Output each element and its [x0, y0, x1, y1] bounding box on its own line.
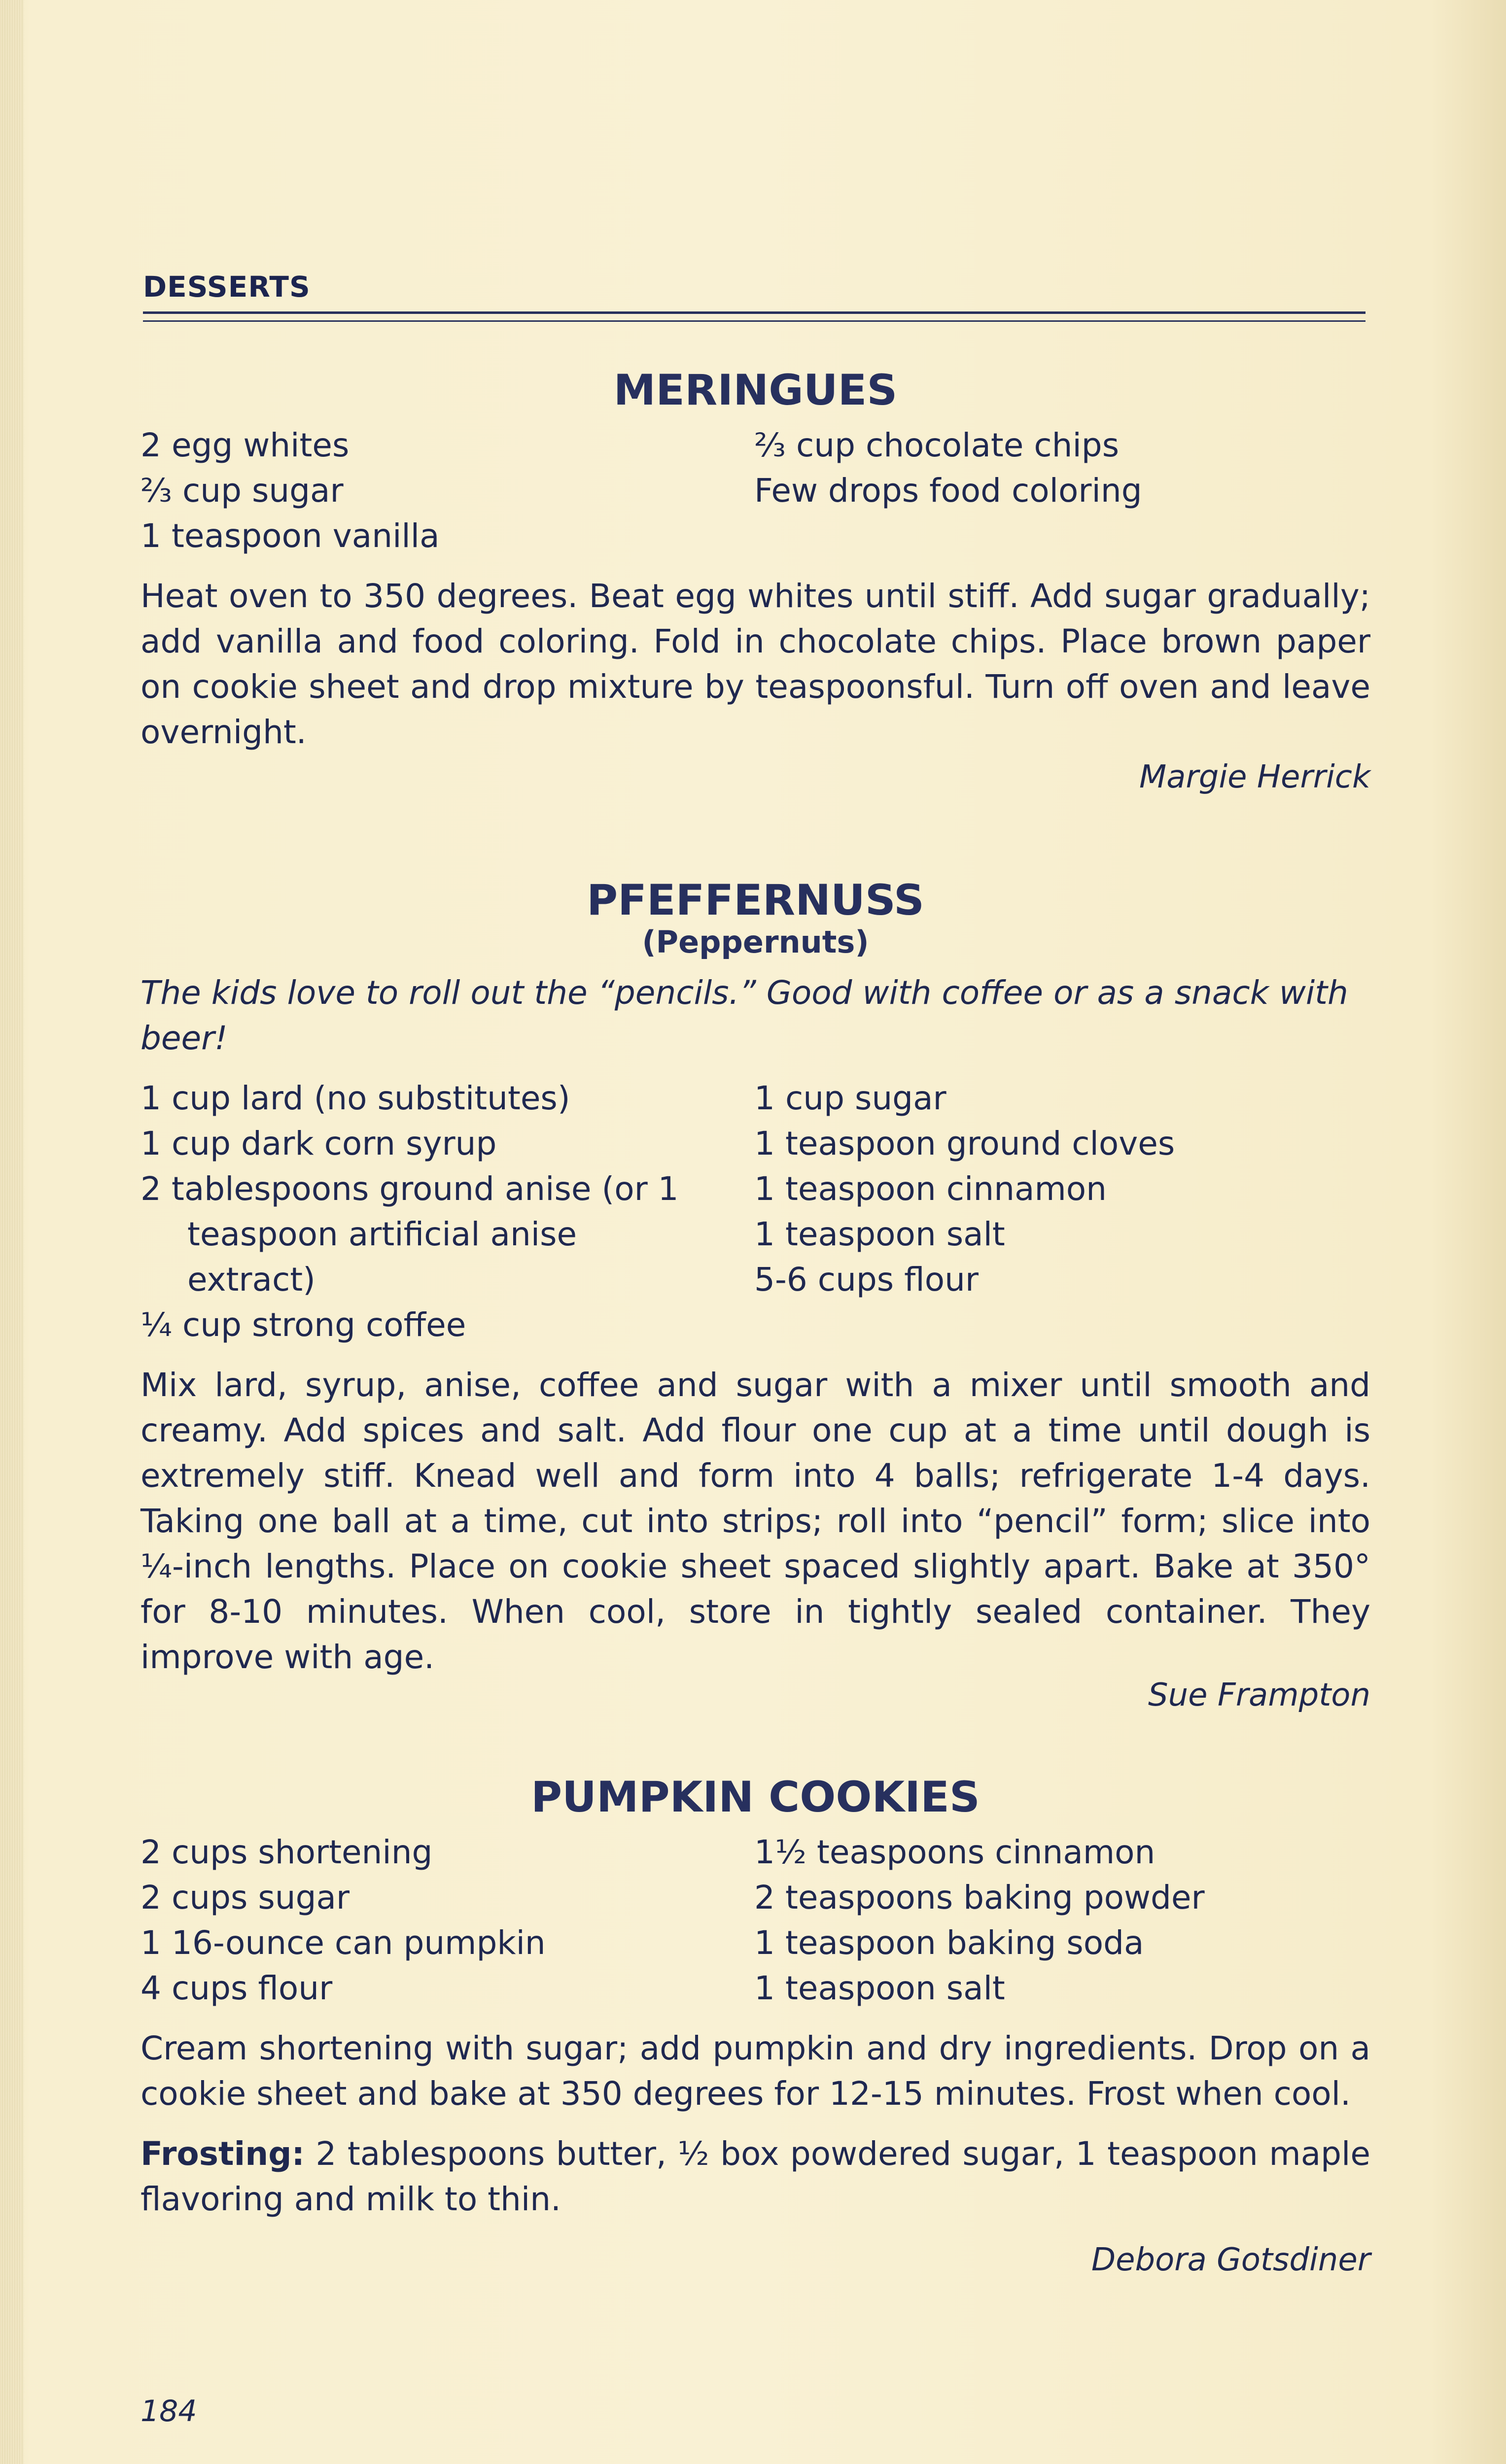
recipe-directions: Cream shortening with sugar; add pumpkin and dry ingredients. Drop on a cookie sheet and bake at 350 degrees for 12-15 minutes. Frost when cool. [140, 2029, 1370, 2113]
ingredient-list [140, 1830, 1370, 2011]
ingredient: 2 tablespoons ground anise (or 1 [140, 1169, 679, 1208]
recipe-author: Margie Herrick [1139, 758, 1370, 795]
recipe-subtitle: (Peppernuts) [642, 924, 869, 960]
recipe-author: Debora Gotsdiner [1091, 2241, 1370, 2278]
ingredient: 1 teaspoon salt [754, 1969, 1005, 2007]
ingredient-column-left [140, 1830, 754, 2011]
ingredient-column-left [140, 423, 754, 559]
ingredient: 1 teaspoon vanilla [140, 516, 440, 555]
ingredient-column-left [140, 1076, 754, 1348]
frosting-text: 2 tablespoons butter, ½ box powdered sugar, 1 teaspoon maple flavoring and milk to thin. [140, 2134, 1370, 2218]
header-rule-top [143, 311, 1366, 314]
recipe-directions: Mix lard, syrup, anise, coffee and sugar with a mixer until smooth and creamy. Add spices and salt. Add flour one cup at a time until dough is extremely stiff. Knead well and form into 4 balls; refrigerate 1-4 days. Taking one ball at a time, cut into strips; roll into “pencil” form; slice into ¼-inch lengths. Place on cookie sheet spaced slightly apart. Bake at 350° for 8-10 minutes. When cool, store in tightly sealed container. They improve with age. [140, 1366, 1370, 1676]
ingredient-column-right [754, 423, 1368, 559]
ingredient: 5-6 cups flour [754, 1260, 979, 1299]
ingredient-column-right [754, 1830, 1368, 2011]
recipe-meringues [140, 367, 1370, 795]
ingredient: 1 teaspoon ground cloves [754, 1124, 1175, 1163]
ingredient-continued: teaspoon artificial anise [187, 1215, 577, 1253]
frosting-paragraph [140, 2131, 1370, 2222]
page-binding-edge [0, 0, 24, 2464]
recipe-intro: The kids love to roll out the “pencils.” Good with coffee or as a snack with beer! [140, 973, 1348, 1057]
recipe-title: PFEFFERNUSS [587, 876, 924, 925]
ingredient-list [140, 423, 1370, 559]
recipe-title: PUMPKIN COOKIES [531, 1773, 980, 1822]
ingredient: 2 teaspoons baking powder [754, 1878, 1205, 1916]
ingredient: ⅔ cup chocolate chips [754, 426, 1120, 464]
ingredient-list [140, 1076, 1370, 1348]
frosting-label: Frosting: [140, 2134, 305, 2173]
header-rule-bottom [143, 320, 1366, 322]
ingredient: 1 cup sugar [754, 1079, 946, 1117]
ingredient-column-right [754, 1076, 1368, 1348]
ingredient: 1 teaspoon baking soda [754, 1923, 1144, 1962]
ingredient: ¼ cup strong coffee [140, 1305, 466, 1344]
section-heading: DESSERTS [143, 270, 311, 304]
ingredient: ⅔ cup sugar [140, 471, 344, 510]
page-number: 184 [140, 2394, 197, 2429]
ingredient-continued: extract) [187, 1260, 315, 1299]
ingredient: 1 16-ounce can pumpkin [140, 1923, 546, 1962]
ingredient: 1 teaspoon salt [754, 1215, 1005, 1253]
recipe-directions: Heat oven to 350 degrees. Beat egg whites until stiff. Add sugar gradually; add vanilla and food coloring. Fold in chocolate chips. Place brown paper on cookie sheet and drop mixture by teaspoonsful. Turn off oven and leave overnight. [140, 577, 1370, 751]
ingredient: 2 egg whites [140, 426, 350, 464]
recipe-title: MERINGUES [613, 366, 898, 415]
ingredient: 2 cups shortening [140, 1833, 433, 1871]
ingredient: 1 cup dark corn syrup [140, 1124, 497, 1163]
recipe-pfeffernuss [140, 877, 1370, 1713]
ingredient: 1½ teaspoons cinnamon [754, 1833, 1156, 1871]
recipe-pumpkin-cookies [140, 1774, 1370, 2278]
ingredient: 2 cups sugar [140, 1878, 350, 1916]
recipe-author: Sue Frampton [1148, 1677, 1370, 1713]
ingredient: 1 teaspoon cinnamon [754, 1169, 1107, 1208]
ingredient: 1 cup lard (no substitutes) [140, 1079, 570, 1117]
ingredient: Few drops food coloring [754, 471, 1142, 510]
ingredient: 4 cups flour [140, 1969, 333, 2007]
